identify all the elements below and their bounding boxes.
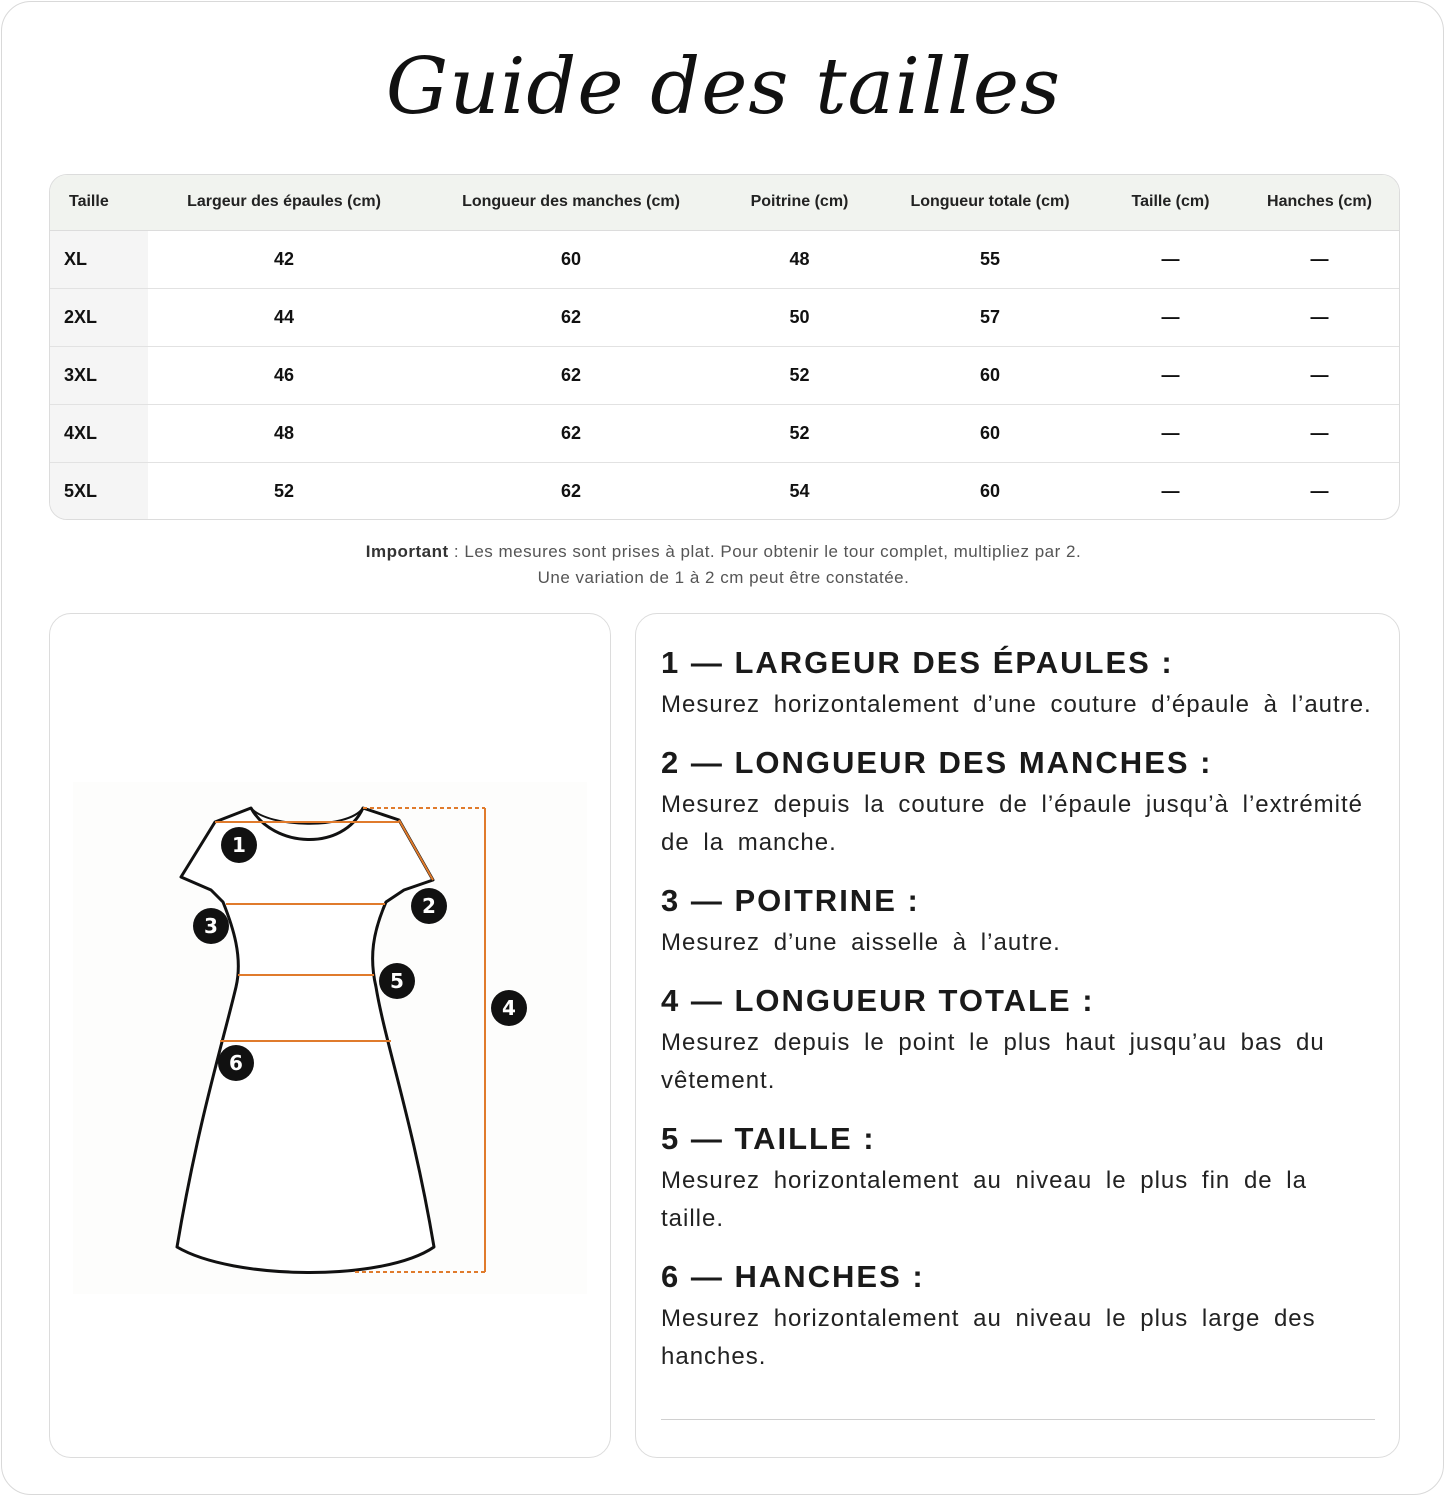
table-cell: — [1161,480,1180,501]
note-line-1: : Les mesures sont prises à plat. Pour obtenir le tour complet, multipliez par 2. [453,542,1082,561]
table-cell: 46 [148,346,420,404]
instruction-text: Mesurez depuis la couture de l’épaule jusqu’à l’extrémité de la manche. [661,791,1363,856]
table-cell: — [1103,230,1238,288]
size-cell: XL [50,230,148,288]
marker-5 [379,963,415,999]
column-header: Largeur des épaules (cm) [148,175,420,230]
column-header: Taille (cm) [1103,175,1238,230]
table-cell: 52 [722,346,877,404]
marker-3 [193,908,229,944]
instruction-text: Mesurez depuis le point le plus haut jusqu’au bas du vêtement. [661,1029,1325,1094]
table-cell: — [1103,346,1238,404]
size-cell: 2XL [50,288,148,346]
size-table-card [49,174,1400,520]
table-header-row [50,175,1400,230]
instruction-heading: 4 — LONGUEUR TOTALE : [661,983,1095,1018]
instructions-card [635,613,1400,1458]
instruction-text: Mesurez d’une aisselle à l’autre. [661,929,1061,956]
instruction-text: Mesurez horizontalement au niveau le plus fin de la taille. [661,1167,1307,1232]
table-cell: 52 [273,480,295,501]
table-cell: 60 [979,480,1001,501]
dress-diagram [73,782,587,1294]
table-cell: 48 [722,230,877,288]
table-cell: 60 [877,346,1103,404]
note-line-2: Une variation de 1 à 2 cm peut être constatée. [537,568,910,587]
instruction-heading: 2 — LONGUEUR DES MANCHES : [661,745,1213,780]
column-header: Poitrine (cm) [722,175,877,230]
note-label: Important [365,542,449,561]
instruction-item [661,1120,1375,1238]
svg-text:5: 5 [390,969,404,993]
table-row [50,230,1400,288]
table-cell: 42 [148,230,420,288]
column-header: Hanches (cm) [1238,175,1400,230]
instruction-heading: 3 — POITRINE : [661,883,920,918]
table-cell: 60 [877,404,1103,462]
marker-6 [218,1045,254,1081]
instruction-text: Mesurez horizontalement au niveau le plus large des hanches. [661,1305,1316,1370]
instruction-item [661,982,1375,1100]
marker-4 [491,990,527,1026]
instruction-item [661,882,1375,962]
marker-1 [221,827,257,863]
table-cell: 54 [789,480,810,501]
table-cell: 52 [722,404,877,462]
table-cell: 48 [148,404,420,462]
table-cell: — [1238,288,1400,346]
instruction-heading: 5 — TAILLE : [661,1121,876,1156]
measurement-note [2,539,1445,591]
size-table [50,175,1400,520]
column-header: Taille [50,175,148,230]
svg-text:2: 2 [422,894,436,918]
svg-text:3: 3 [204,914,218,938]
table-cell: — [1238,346,1400,404]
table-row [50,404,1400,462]
size-cell: 4XL [50,404,148,462]
instruction-heading: 6 — HANCHES : [661,1259,925,1294]
table-cell: — [1238,230,1400,288]
table-cell: 50 [722,288,877,346]
column-header: Longueur totale (cm) [877,175,1103,230]
table-row [50,288,1400,346]
table-cell: 60 [420,230,722,288]
table-row [50,462,1400,520]
table-cell: 62 [420,288,722,346]
instruction-item [661,1258,1375,1376]
svg-text:1: 1 [232,833,246,857]
instruction-heading: 1 — LARGEUR DES ÉPAULES : [661,645,1174,680]
instruction-text: Mesurez horizontalement d’une couture d’épaule à l’autre. [661,691,1372,718]
table-cell: 55 [877,230,1103,288]
size-cell: 3XL [50,346,148,404]
instruction-item [661,644,1375,724]
marker-2 [411,888,447,924]
table-cell: 62 [420,404,722,462]
table-row [50,346,1400,404]
table-cell: — [1310,480,1329,501]
svg-text:4: 4 [502,996,516,1020]
table-cell: — [1103,288,1238,346]
column-header: Longueur des manches (cm) [420,175,722,230]
table-cell: 44 [148,288,420,346]
divider [661,1419,1375,1420]
table-cell: 62 [420,346,722,404]
dress-diagram-card [49,613,611,1458]
table-cell: — [1103,404,1238,462]
page-title: Guide des tailles [385,42,1062,132]
table-cell: — [1238,404,1400,462]
table-cell: 57 [877,288,1103,346]
size-cell: 5XL [50,462,148,520]
instruction-item [661,744,1375,862]
table-cell: 62 [560,480,582,501]
size-guide-page [1,1,1444,1495]
svg-text:6: 6 [229,1051,243,1075]
